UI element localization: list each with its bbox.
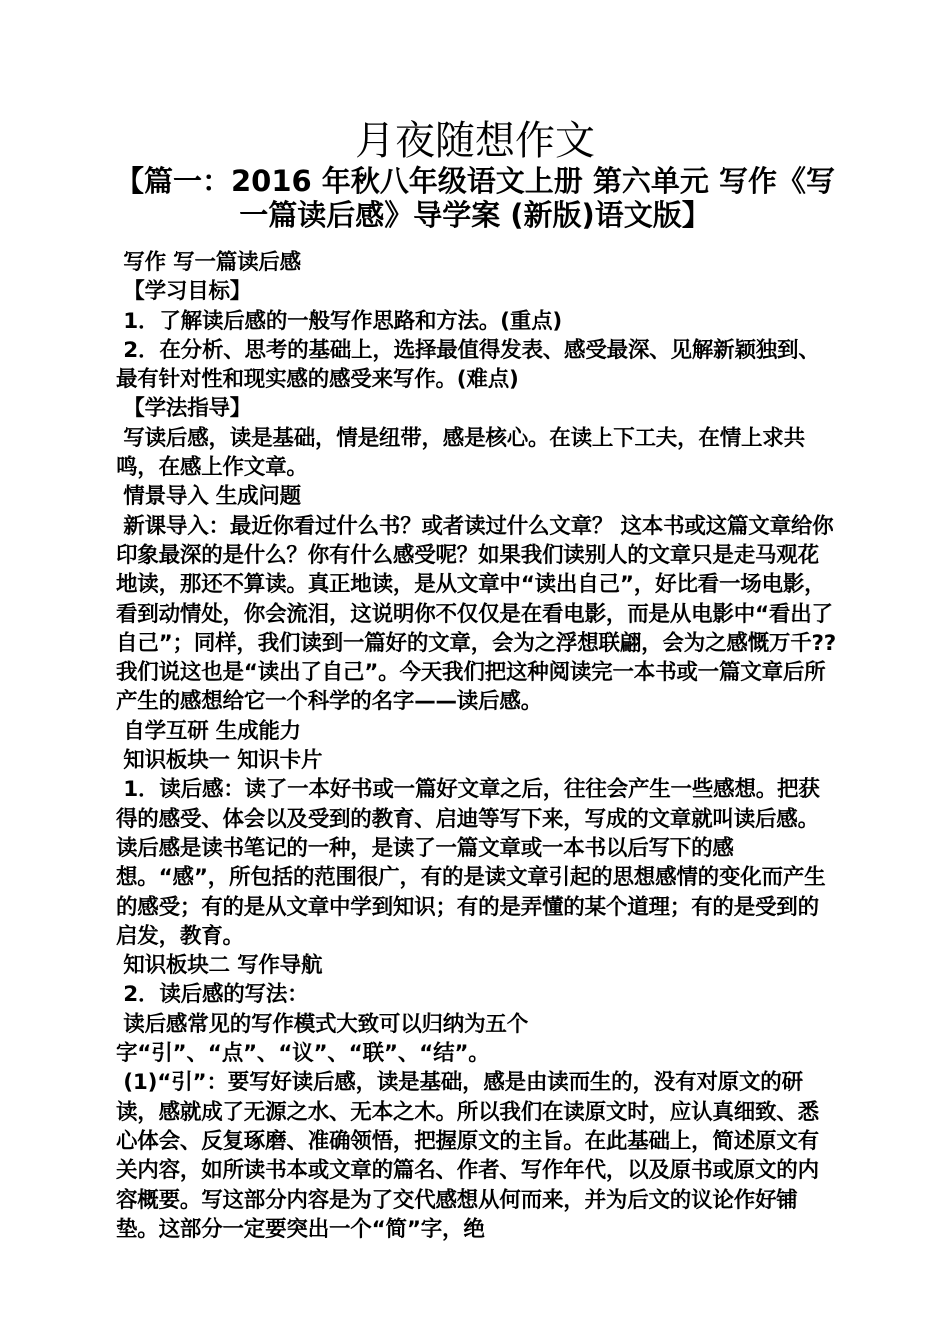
document-body: [116, 248, 840, 1244]
section-heading-knowledge-block-1: 知识板块一 知识卡片: [116, 748, 323, 774]
section-heading-introduction: 情景导入 生成问题: [116, 484, 301, 510]
section-heading-self-study: 自学互研 生成能力: [116, 718, 301, 744]
section-heading-writing: 写作 写一篇读后感: [116, 250, 301, 275]
learning-goal-1: 1．了解读后感的一般写作思路和方法。(重点): [116, 308, 563, 334]
learning-goal-2: 2．在分析、思考的基础上，选择最值得发表、感受最深、见解新颖独到、最有针对性和现实感的感受来写作。(难点): [116, 337, 820, 393]
method-guide-paragraph: 写读后感，读是基础，情是纽带，感是核心。在读上下工夫，在情上求共鸣，在感上作文章。: [116, 425, 805, 481]
document-subtitle: 【篇一：2016 年秋八年级语文上册 第六单元 写作《写一篇读后感》导学案 (新版)语文版】: [114, 164, 835, 232]
yin-step-paragraph: (1)“引”：要写好读后感，读是基础，感是由读而生的，没有对原文的研读，感就成了无源之水、无本之木。所以我们在读原文时，应认真细致、悉心体会、反复琢磨、准确领悟，把握原文的主旨。在此基础上，简述原文有关内容，如所读书本或文章的篇名、作者、写作年代，以及原书或原文的内容概要。写这部分内容是为了交代感想从何而来，并为后文的议论作好铺垫。这部分一定要突出一个“简”字，绝: [116, 1070, 819, 1242]
introduction-paragraph: 新课导入：最近你看过什么书？或者读过什么文章？ 这本书或这篇文章给你印象最深的是什么？你有什么感受呢？如果我们读别人的文章只是走马观花地读，那还不算读。真正地读，是从文章中“读出自己”，好比看一场电影，看到动情处，你会流泪，这说明你不仅仅是在看电影，而是从电影中“看出了自己”；同样，我们读到一篇好的文章，会为之浮想联翩，会为之感慨万千??我们说这也是“读出了自己”。今天我们把这种阅读完一本书或一篇文章后所产生的感想给它一个科学的名字——读后感。: [116, 513, 837, 715]
knowledge-card-paragraph: 1．读后感：读了一本好书或一篇好文章之后，往往会产生一些感想。把获得的感受、体会以及受到的教育、启迪等写下来，写成的文章就叫读后感。读后感是读书笔记的一种，是读了一篇文章或一本书以后写下的感想。“感”，所包括的范围很广，有的是读文章引起的思想感情的变化而产生的感受；有的是从文章中学到知识；有的是弄懂的某个道理；有的是受到的启发，教育。: [116, 777, 826, 949]
writing-method-heading: 2．读后感的写法：: [116, 982, 309, 1008]
writing-mode-paragraph: 读后感常见的写作模式大致可以归纳为五个字“引”、“点”、“议”、“联”、“结”。: [116, 1011, 528, 1067]
document-title: 月夜随想作文: [355, 118, 595, 164]
section-heading-method-guide: 【学法指导】: [116, 396, 252, 422]
section-heading-knowledge-block-2: 知识板块二 写作导航: [116, 953, 323, 979]
section-heading-learning-goals: 【学习目标】: [116, 279, 252, 305]
